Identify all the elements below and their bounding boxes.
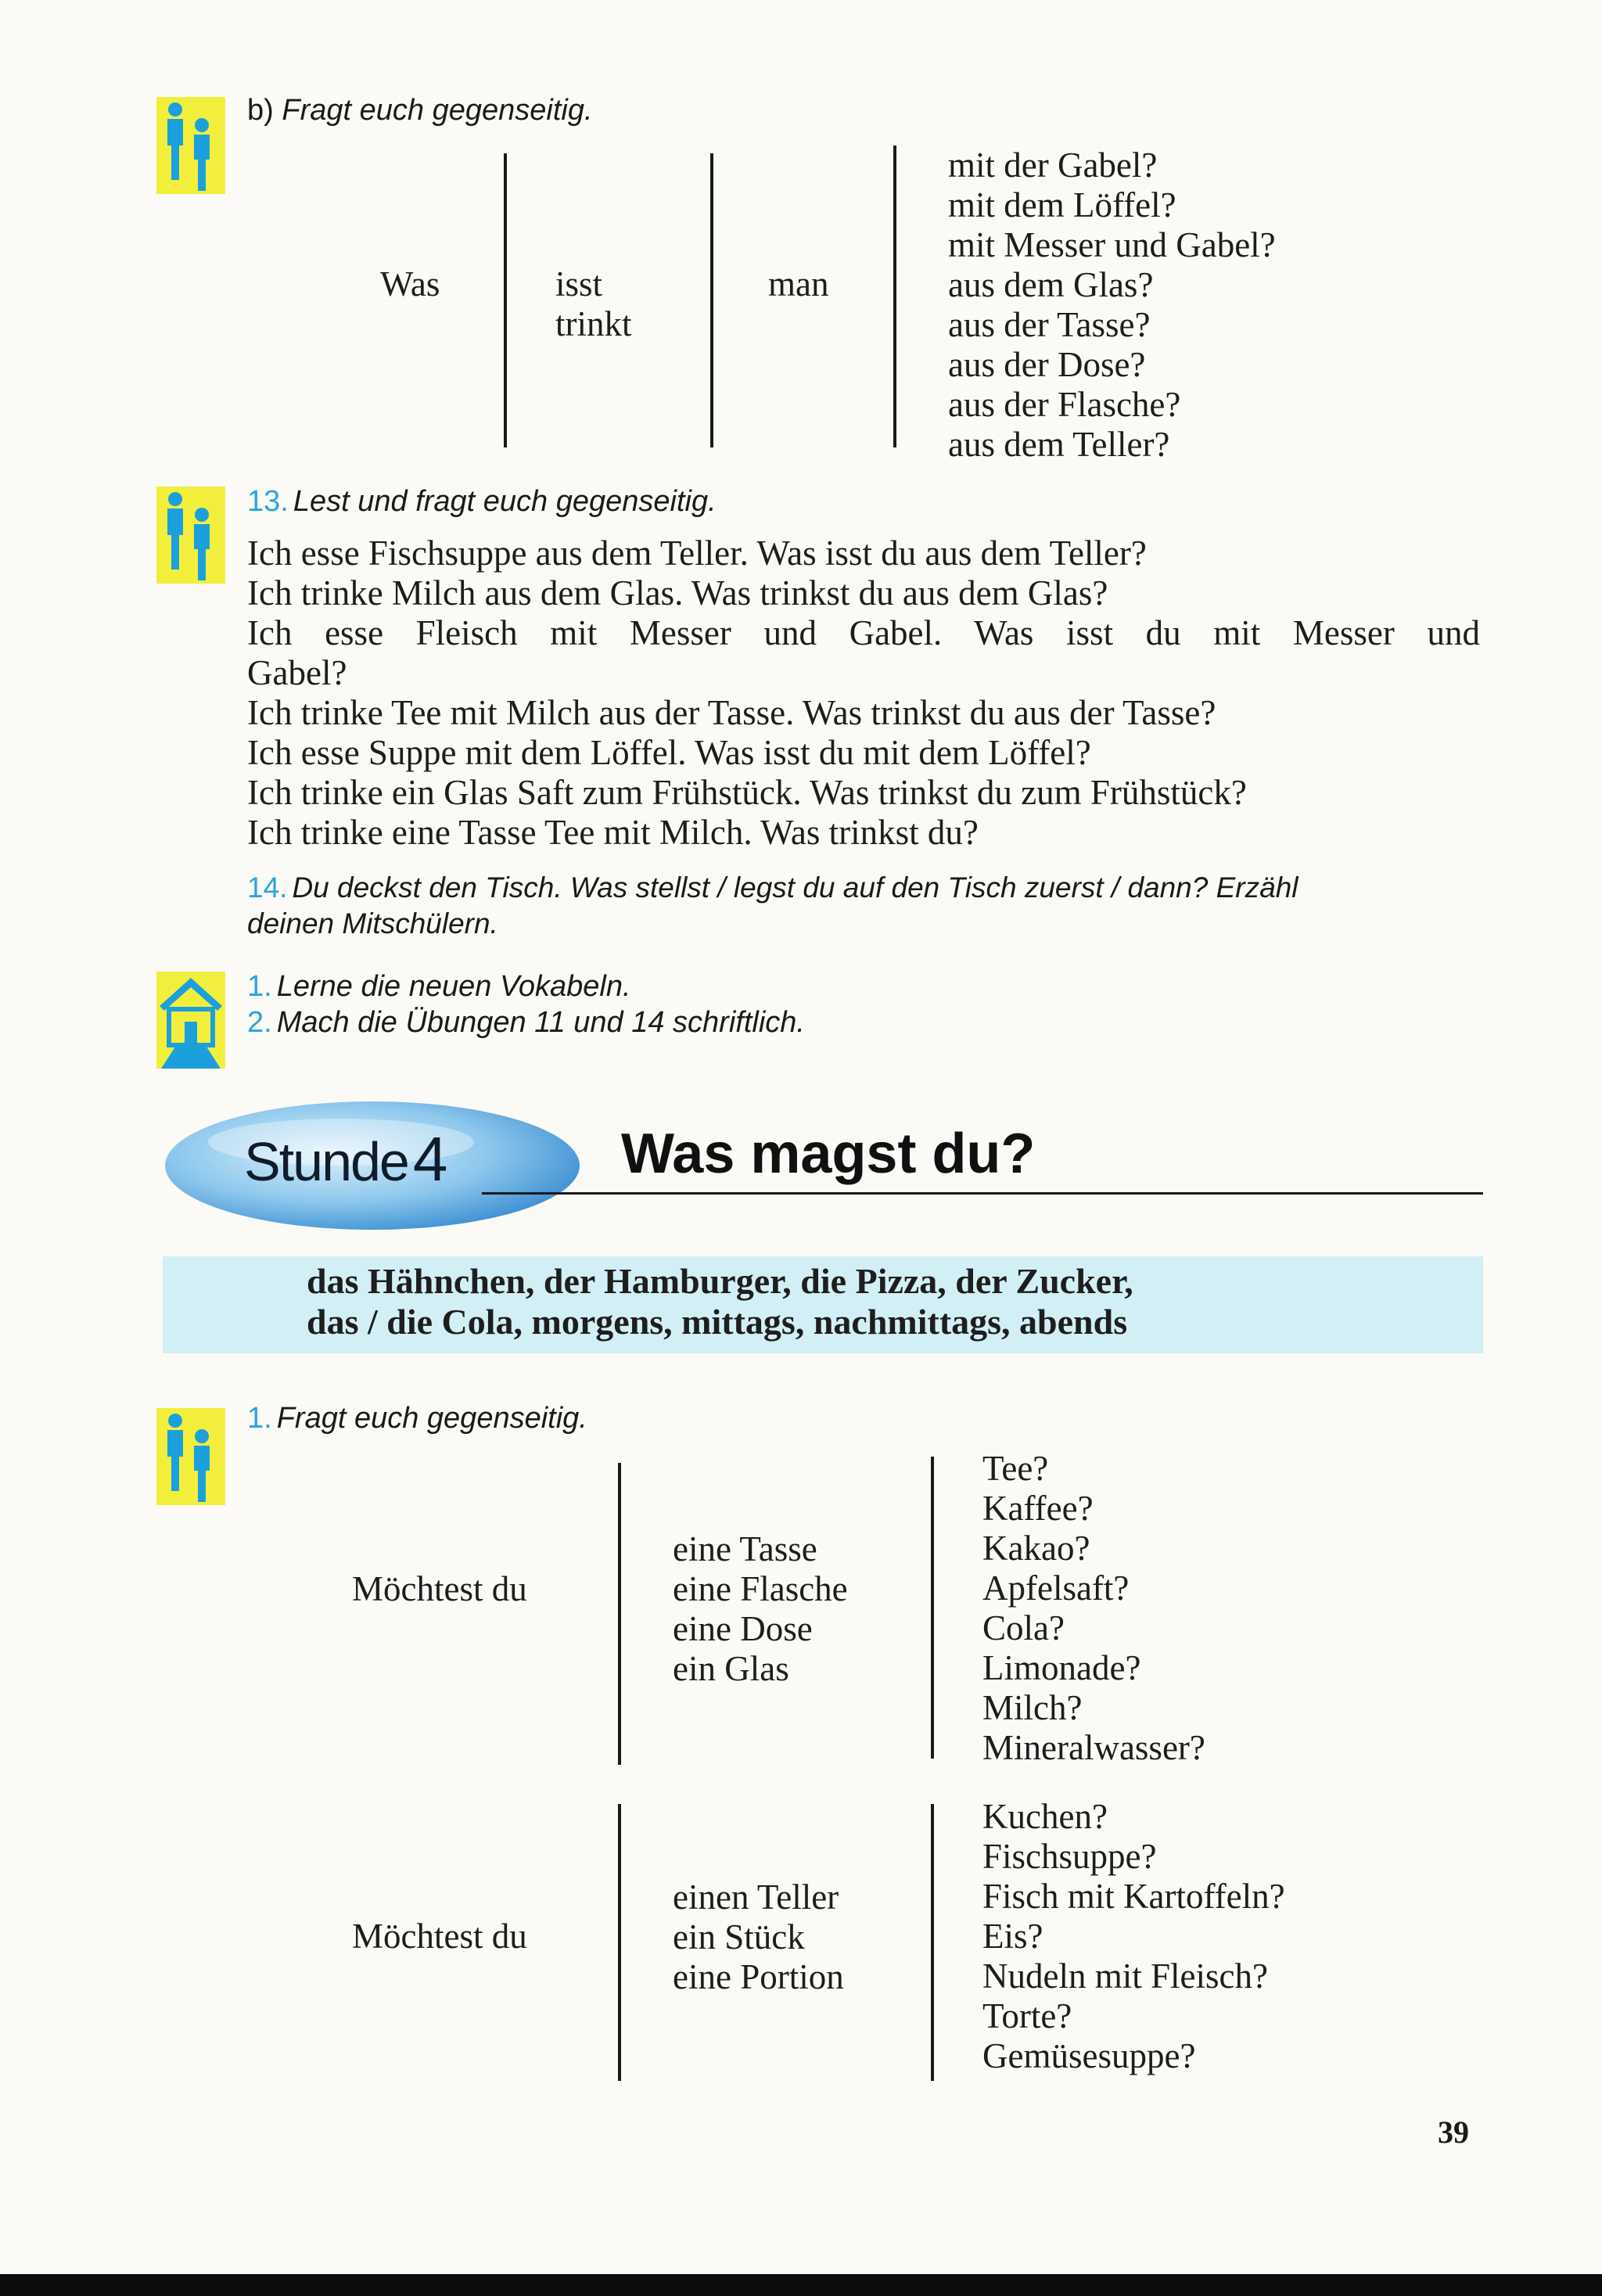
ex1-cell: Apfelsaft?: [982, 1568, 1130, 1608]
ex1-cell: Kuchen?: [982, 1797, 1108, 1836]
ex12b-divider-2: [710, 153, 713, 447]
ex12b-cell: aus der Dose?: [948, 345, 1146, 384]
ex1-cell: Kaffee?: [982, 1489, 1094, 1528]
ex1-cell: eine Dose: [673, 1609, 813, 1648]
ex1-table1-col-containers: [673, 1529, 848, 1689]
ex1-cell: Möchtest du: [352, 1917, 527, 1956]
pair-work-icon: [156, 97, 225, 194]
scan-bottom-edge: [0, 2274, 1602, 2296]
ex12b-instruction-text: Fragt euch gegenseitig.: [282, 94, 593, 127]
ex12b-cell: mit Messer und Gabel?: [948, 225, 1276, 264]
ex1-instruction: [247, 1400, 587, 1436]
ex12b-cell: mit dem Löffel?: [948, 185, 1176, 225]
homework-item-number: 2.: [247, 1006, 272, 1039]
ex13-line: Ich trinke Tee mit Milch aus der Tasse. Was trinkst du aus der Tasse?: [247, 693, 1216, 732]
ex1-cell: eine Tasse: [673, 1529, 817, 1568]
vocab-line1: das Hähnchen, der Hamburger, die Pizza, der Zucker,: [307, 1261, 1133, 1301]
ex1-cell: Mineralwasser?: [982, 1728, 1205, 1767]
ex1-cell: eine Portion: [673, 1957, 844, 1996]
ex12b-cell: mit der Gabel?: [948, 146, 1158, 185]
ex12b-cell: aus der Tasse?: [948, 305, 1151, 344]
ex14-number: 14.: [247, 871, 288, 904]
ex13-instruction-text: Lest und fragt euch gegenseitig.: [293, 485, 717, 518]
ex12b-label: b): [247, 94, 274, 127]
ex13-line: Ich trinke eine Tasse Tee mit Milch. Was trinkst du?: [247, 813, 979, 852]
ex12b-divider-1: [504, 153, 507, 447]
ex1-table2-col-verb: [352, 1917, 527, 1956]
vocab-line2: das / die Cola, morgens, mittags, nachmittags, abends: [307, 1302, 1128, 1342]
ex1-instruction-text: Fragt euch gegenseitig.: [276, 1402, 587, 1435]
ex12b-col-verbs: [555, 264, 632, 344]
ex1-table2-divider-2: [931, 1804, 934, 2081]
ex1-cell: Fisch mit Kartoffeln?: [982, 1877, 1285, 1916]
ex12b-cell: trinkt: [555, 304, 632, 343]
lesson-badge-number: 4: [412, 1124, 448, 1194]
ex13-line: Gabel?: [247, 653, 347, 692]
ex1-cell: Tee?: [982, 1449, 1049, 1488]
lesson-title-rule: [482, 1192, 1483, 1195]
ex1-table2-divider-1: [618, 1804, 621, 2081]
ex1-table2-col-portions: [673, 1877, 844, 1997]
ex13-line: Ich trinke Milch aus dem Glas. Was trinkst du aus dem Glas?: [247, 573, 1108, 613]
ex13-line: Ich esse Suppe mit dem Löffel. Was isst du mit dem Löffel?: [247, 733, 1091, 772]
ex1-cell: Eis?: [982, 1917, 1043, 1956]
ex1-table1-col-verb: [352, 1569, 527, 1609]
ex1-cell: Kakao?: [982, 1529, 1090, 1568]
ex1-cell: Cola?: [982, 1608, 1065, 1647]
pair-work-icon: [156, 1408, 225, 1505]
ex1-cell: Milch?: [982, 1688, 1083, 1727]
ex1-table2-col-foods: [982, 1797, 1285, 2076]
ex13-number: 13.: [247, 485, 289, 518]
ex1-cell: Nudeln mit Fleisch?: [982, 1956, 1268, 1996]
ex13-instruction: [247, 483, 717, 519]
ex1-cell: eine Flasche: [673, 1569, 848, 1608]
ex1-number: 1.: [247, 1402, 272, 1435]
ex12b-cell: Was: [380, 264, 440, 304]
ex1-cell: Limonade?: [982, 1648, 1141, 1687]
pair-work-icon: [156, 487, 225, 584]
homework-list: [247, 968, 805, 1040]
ex1-cell: Torte?: [982, 1996, 1072, 2035]
homework-item: [247, 968, 805, 1004]
page-number: 39: [1438, 2115, 1469, 2150]
ex1-table1-divider-2: [931, 1457, 934, 1759]
ex12b-col-was: [380, 264, 440, 304]
homework-house-icon: [156, 972, 225, 1069]
ex1-cell: ein Stück: [673, 1917, 805, 1956]
homework-item-text: Mach die Übungen 11 und 14 schriftlich.: [276, 1006, 805, 1039]
ex1-table1-col-drinks: [982, 1449, 1205, 1768]
ex14-instruction: [247, 870, 1483, 942]
ex1-cell: Möchtest du: [352, 1569, 527, 1608]
ex13-line: Ich esse Fleisch mit Messer und Gabel. Was isst du mit Messer und: [247, 613, 1480, 652]
ex1-table1-divider-1: [618, 1463, 621, 1765]
ex1-cell: Gemüsesuppe?: [982, 2036, 1196, 2075]
ex14-line1: [247, 870, 1483, 906]
ex13-line: Ich esse Fischsuppe aus dem Teller. Was isst du aus dem Teller?: [247, 534, 1147, 573]
ex12b-cell: isst: [555, 264, 603, 304]
lesson-badge: [161, 1095, 588, 1233]
ex12b-divider-3: [893, 146, 896, 447]
ex1-cell: einen Teller: [673, 1877, 839, 1917]
ex12b-cell: man: [768, 264, 829, 304]
vocab-box: [163, 1256, 1483, 1353]
ex1-cell: Fischsuppe?: [982, 1837, 1157, 1876]
lesson-badge-label: [244, 1123, 447, 1195]
homework-item: [247, 1004, 805, 1040]
homework-item-text: Lerne die neuen Vokabeln.: [276, 970, 631, 1003]
homework-item-number: 1.: [247, 970, 272, 1003]
ex13-line: Ich trinke ein Glas Saft zum Frühstück. Was trinkst du zum Frühstück?: [247, 773, 1247, 812]
ex12b-cell: aus dem Teller?: [948, 425, 1170, 464]
ex14-line1-text: Du deckst den Tisch. Was stellst / legst du auf den Tisch zuerst / dann? Erzähl: [292, 871, 1298, 904]
ex1-cell: ein Glas: [673, 1649, 789, 1688]
ex14-line2: deinen Mitschülern.: [247, 907, 498, 940]
ex13-text: [247, 534, 1480, 853]
ex12b-col-objects: [948, 146, 1276, 465]
ex12b-cell: aus dem Glas?: [948, 265, 1154, 304]
lesson-badge-word: Stunde: [244, 1131, 408, 1192]
ex12b-col-man: [768, 264, 828, 304]
ex12b-instruction: [247, 92, 593, 128]
lesson-title: Was magst du?: [621, 1123, 1036, 1185]
ex12b-cell: aus der Flasche?: [948, 385, 1181, 424]
